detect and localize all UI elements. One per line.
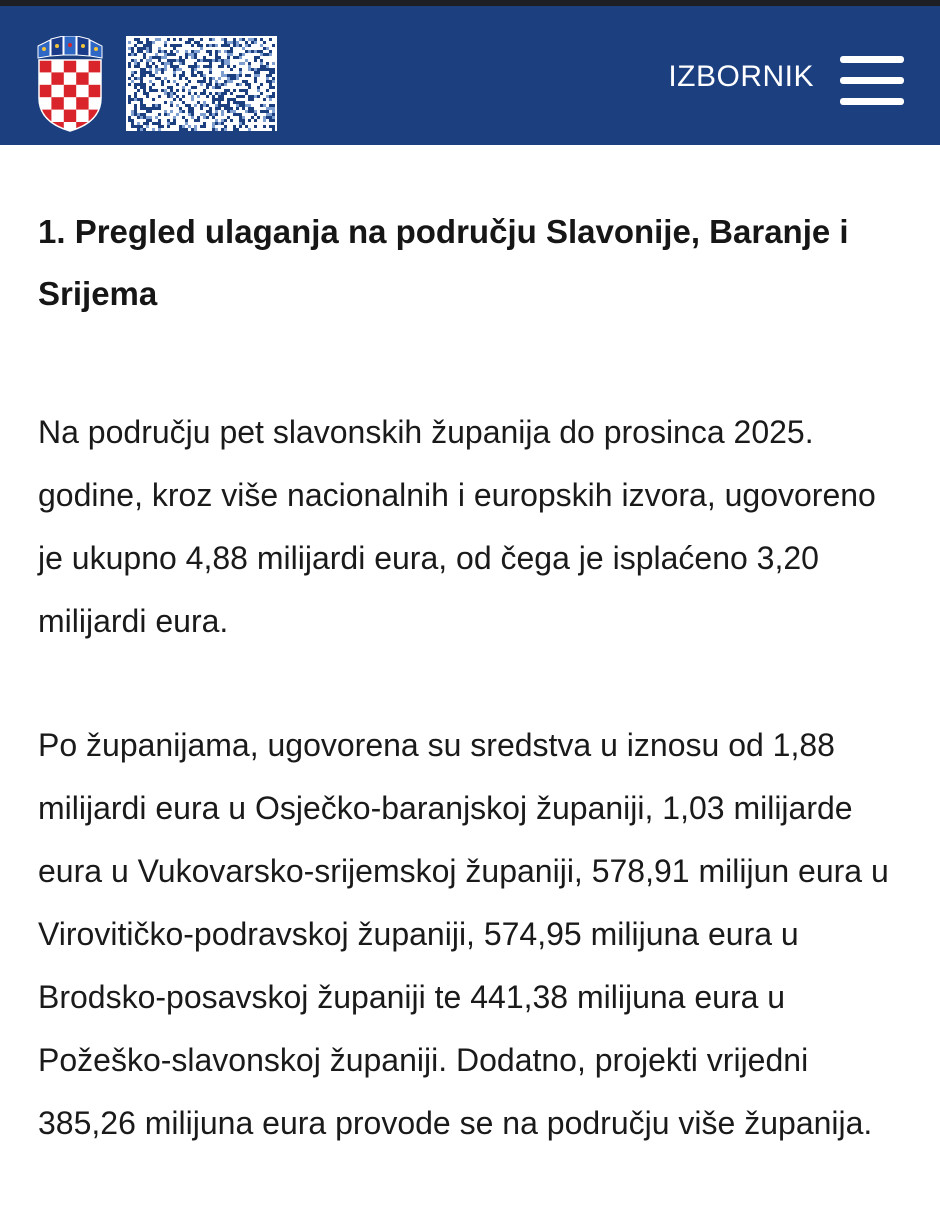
article-content [0,201,940,1155]
article-paragraph-1: Na području pet slavonskih županija do prosinca 2025. godine, kroz više nacionalnih i europskih izvora, ugovoreno je ukupno 4,88 milijardi eura, od čega je isplaćeno 3,20 milijardi eura. [38,414,876,639]
hamburger-menu-icon[interactable] [840,56,904,106]
site-header [0,6,940,145]
qr-code-icon [126,36,277,131]
article-paragraph-2: Po županijama, ugovorena su sredstva u iznosu od 1,88 milijardi eura u Osječko-baranjskoj županiji, 1,03 milijarde eura u Vukovarsko-srijemskoj županiji, 578,91 milijun eura u Virovitičko-podravskoj županiji, 574,95 milijuna eura u Brodsko-posavskoj županiji te 441,38 milijuna eura u Požeško-slavonskoj županiji. Dodatno, projekti vrijedni 385,26 milijuna eura provode se na području više županija. [38,727,889,1141]
coat-of-arms-icon[interactable] [36,36,104,132]
article-heading: 1. Pregled ulaganja na području Slavonije, Baranje i Srijema [38,213,849,312]
menu-label[interactable]: IZBORNIK [668,60,814,93]
